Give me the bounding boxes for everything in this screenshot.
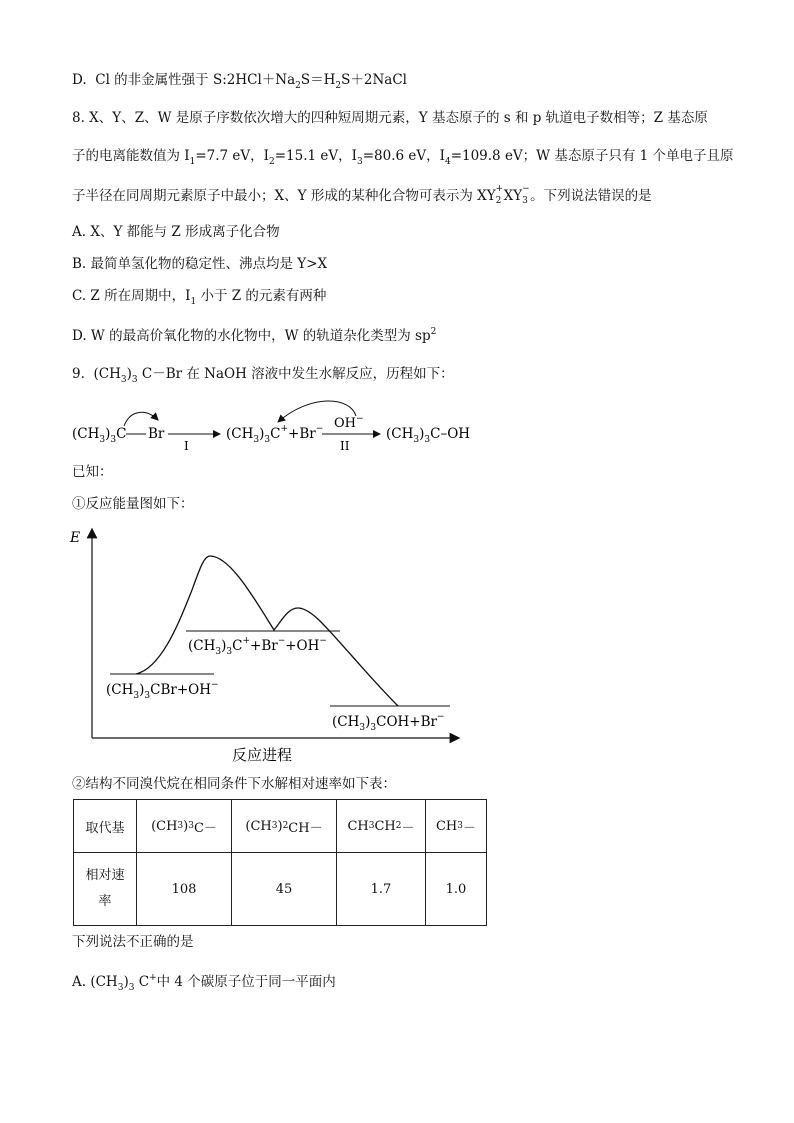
x-axis-label: 反应进程 [232, 746, 293, 764]
q8-option-c: C. Z 所在周期中，$I_1$ 小于 Z 的元素有两种 [72, 288, 327, 307]
q9-stem: 9. $(CH_3)_3$ C－Br 在 NaOH 溶液中发生水解反应，历程如下： [72, 366, 454, 385]
table-row [74, 800, 487, 853]
scheme-intermediate: $(CH_3)_3C^++Br^-$ [226, 424, 324, 445]
reaction-scheme [60, 390, 490, 454]
oh-reagent: OH− [334, 414, 364, 431]
prev-option-d: D. Cl 的非金属性强于 $S:2HCl+Na_2S=H_2S+2NaCl$ [72, 72, 407, 91]
table-row [74, 853, 487, 926]
q8-option-a: A. X、Y 都能与 Z 形成离子化合物 [72, 224, 280, 240]
known-heading: 已知： [72, 464, 113, 480]
q9-ask: 下列说法不正确的是 [72, 934, 194, 950]
q8-option-d: D. W 的最高价氧化物的水化物中，W 的轨道杂化类型为 $sp^2$ [72, 327, 437, 344]
q8-stem-line2: 子的电离能数值为 $I_1=7.7$ eV，$I_2=15.1$ eV，$I_3=80.6$ eV，$I_4=109.8$ eV；W 基态原子只有 1 个单电子且原 [72, 148, 734, 167]
table-cell: 1.0 [426, 853, 487, 926]
table-cell: 1.7 [337, 853, 426, 926]
rate-table-title: ②结构不同溴代烷在相同条件下水解相对速率如下表： [72, 776, 396, 792]
table-header-cell: 取代基 [74, 800, 137, 853]
q8-option-b: B. 最简单氢化物的稳定性、沸点均是 Y>X [72, 256, 328, 272]
q8-stem-line3: 子半径在同周期元素原子中最小；X、Y 形成的某种化合物可表示为 XY + 2 XY − 3 。下列说法错误的是 [72, 184, 652, 206]
step-2-label: II [340, 439, 350, 453]
scheme-product: $(CH_3)_3C-OH$ [386, 426, 471, 445]
rate-table [73, 799, 487, 926]
energy-diagram-title: ①反应能量图如下： [72, 496, 194, 512]
energy-diagram [62, 520, 472, 768]
level-label-reactants: $(CH_3)_3CBr+OH^-$ [106, 680, 219, 701]
level-label-products: $(CH_3)_3COH+Br^-$ [332, 712, 445, 733]
y-axis-label: E [70, 530, 81, 546]
scheme-reactant: $(CH_3)_3C$ [72, 426, 127, 445]
q9-option-a: A. $(CH_3)_3$ C+中 4 个碳原子位于同一平面内 [72, 973, 336, 993]
scheme-br: Br [148, 426, 165, 442]
table-header-cell: (CH 3 ) 3 C－ [137, 800, 232, 853]
table-header-cell: (CH 3 ) 2 CH－ [232, 800, 337, 853]
prev-option-d-text: Cl 的非金属性强于 S: [95, 72, 227, 88]
table-header-cell: CH 3 CH 2 － [337, 800, 426, 853]
table-header-cell: CH 3 － [426, 800, 487, 853]
curved-arrow-1 [124, 412, 158, 426]
q8-stem-line1: 8. X、Y、Z、W 是原子序数依次增大的四种短周期元素，Y 基态原子的 s 和 p 轨道电子数相等；Z 基态原 [72, 110, 708, 126]
table-cell: 108 [137, 853, 232, 926]
level-label-intermediate: $(CH_3)_3C^++Br^-+OH^-$ [188, 636, 327, 657]
step-1-label: I [184, 439, 189, 453]
table-row-label: 相对速 率 [74, 853, 137, 926]
table-cell: 45 [232, 853, 337, 926]
